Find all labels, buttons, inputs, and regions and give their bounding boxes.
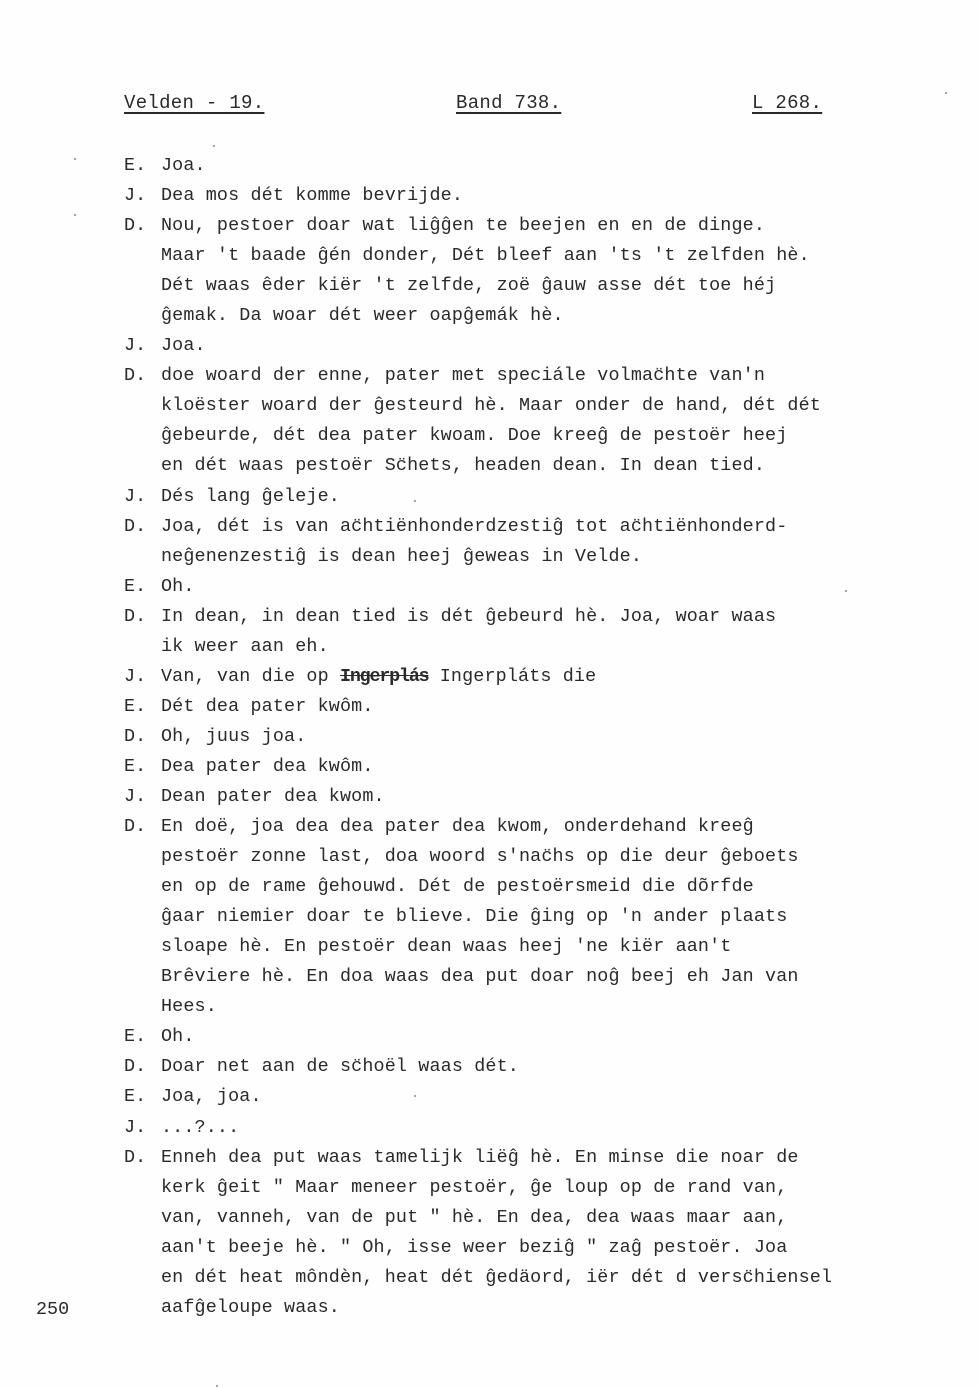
transcript-turn bbox=[124, 181, 924, 211]
transcript bbox=[124, 151, 924, 1323]
utterance-line: Dea mos dét komme bevrijde. bbox=[161, 185, 464, 207]
utterance bbox=[161, 151, 924, 181]
utterance bbox=[161, 662, 924, 692]
utterance-line: pestoër zonne last, doa woord s'nac̈hs op die deur ĝeboets bbox=[161, 846, 799, 868]
speaker-label: E. bbox=[124, 155, 147, 176]
transcript-turn bbox=[124, 1022, 924, 1052]
utterance-line: aan't beeje hè. " Oh, isse weer beziĝ " zaĝ pestoër. Joa bbox=[161, 1236, 788, 1258]
scan-speck bbox=[414, 1095, 416, 1097]
utterance bbox=[161, 512, 924, 572]
scan-speck bbox=[945, 92, 947, 94]
utterance bbox=[161, 752, 924, 782]
transcript-turn bbox=[124, 331, 924, 361]
header-reference: L 268. bbox=[752, 92, 823, 114]
speaker-label: J. bbox=[124, 1116, 147, 1138]
transcript-turn bbox=[124, 752, 924, 782]
utterance-line: van, vanneh, van de put " hè. En dea, dea waas maar aan, bbox=[161, 1206, 788, 1228]
utterance-line: doe woard der enne, pater met speciále volmac̈hte van'n bbox=[161, 365, 766, 387]
utterance-line: Oh, juus joa. bbox=[161, 725, 307, 747]
speaker-label: E. bbox=[124, 695, 147, 717]
transcript-turn bbox=[124, 151, 924, 181]
scan-speck bbox=[414, 500, 416, 502]
utterance-line: kloëster woard der ĝesteurd hè. Maar onder de hand, dét dét bbox=[161, 395, 821, 417]
speaker-label: J. bbox=[124, 485, 147, 507]
utterance-line: Hees. bbox=[161, 996, 217, 1018]
utterance bbox=[161, 181, 924, 211]
utterance bbox=[161, 692, 924, 722]
line-text: Van, van die op bbox=[161, 665, 340, 687]
utterance-line: neĝenenzestiĝ is dean heej ĝeweas in Velde. bbox=[161, 545, 643, 567]
speaker-label: E. bbox=[124, 755, 147, 777]
utterance-line: aafĝeloupe waas. bbox=[161, 1296, 340, 1318]
scan-speck bbox=[216, 1385, 218, 1387]
transcript-turn bbox=[124, 602, 924, 662]
utterance-line: Dea pater dea kwôm. bbox=[161, 755, 374, 777]
utterance-line: Enneh dea put waas tamelijk liëĝ hè. En minse die noar de bbox=[161, 1146, 799, 1168]
speaker-label: D. bbox=[124, 215, 147, 237]
transcript-turn bbox=[124, 361, 924, 481]
header-band: Band 738. bbox=[456, 92, 562, 114]
utterance-line: en dét waas pestoër Sc̈hets, headen dean. In dean tied. bbox=[161, 455, 766, 477]
utterance-line: kerk ĝeit " Maar meneer pestoër, ĝe loup op de rand van, bbox=[161, 1176, 788, 1198]
utterance-line: Dét dea pater kwôm. bbox=[161, 695, 374, 717]
speaker-label: E. bbox=[124, 1086, 147, 1108]
page-header bbox=[124, 92, 834, 122]
speaker-label: D. bbox=[124, 1056, 147, 1078]
speaker-label: E. bbox=[124, 575, 147, 597]
utterance bbox=[161, 211, 924, 331]
utterance-line: Oh. bbox=[161, 1026, 195, 1048]
scan-speck bbox=[213, 145, 215, 147]
page-number: 250 bbox=[36, 1299, 70, 1320]
utterance bbox=[161, 602, 924, 662]
utterance-line: Dean pater dea kwom. bbox=[161, 785, 385, 807]
utterance-line: ĝebeurde, dét dea pater kwoam. Doe kreeĝ de pestoër heej bbox=[161, 425, 788, 447]
utterance-line: Nou, pestoer doar wat liĝĝen te beejen en en de dinge. bbox=[161, 215, 766, 237]
utterance-line: En doë, joa dea dea pater dea kwom, onderdehand kreeĝ bbox=[161, 816, 754, 838]
transcript-turn bbox=[124, 1082, 924, 1112]
transcript-turn bbox=[124, 512, 924, 572]
utterance-line: sloape hè. En pestoër dean waas heej 'ne kiër aan't bbox=[161, 936, 732, 958]
utterance bbox=[161, 722, 924, 752]
utterance-line: en dét heat môndèn, heat dét ĝedäord, iër dét d versc̈hiensel bbox=[161, 1266, 833, 1288]
struck-out-text: Ingerplás bbox=[339, 665, 429, 687]
utterance bbox=[161, 331, 924, 361]
utterance bbox=[161, 361, 924, 481]
utterance bbox=[161, 1082, 924, 1112]
transcript-turn bbox=[124, 1052, 924, 1082]
utterance-line: Oh. bbox=[161, 575, 195, 597]
transcript-turn bbox=[124, 1113, 924, 1143]
utterance bbox=[161, 1022, 924, 1052]
utterance-line: Brêviere hè. En doa waas dea put doar noĝ beej eh Jan van bbox=[161, 966, 799, 988]
utterance-line: ĝemak. Da woar dét weer oapĝemák hè. bbox=[161, 305, 564, 327]
utterance-line: ĝaar niemier doar te blieve. Die ĝing op 'n ander plaats bbox=[161, 906, 788, 928]
utterance-line: Maar 't baade ĝén donder, Dét bleef aan 'ts 't zelfden hè. bbox=[161, 245, 810, 267]
utterance-line: en op de rame ĝehouwd. Dét de pestoërsmeid die dõrfde bbox=[161, 876, 754, 898]
header-location: Velden - 19. bbox=[124, 92, 265, 114]
transcript-turn bbox=[124, 1143, 924, 1323]
speaker-label: J. bbox=[124, 335, 147, 357]
speaker-label: J. bbox=[124, 665, 147, 687]
utterance bbox=[161, 782, 924, 812]
utterance-line: Doar net aan de sc̈hoël waas dét. bbox=[161, 1056, 519, 1078]
speaker-label: D. bbox=[124, 1146, 147, 1168]
scan-speck bbox=[74, 158, 76, 160]
speaker-label: D. bbox=[124, 515, 147, 537]
utterance-line: In dean, in dean tied is dét ĝebeurd hè. Joa, woar waas bbox=[161, 605, 777, 627]
scan-speck bbox=[74, 214, 76, 216]
utterance bbox=[161, 572, 924, 602]
utterance bbox=[161, 1052, 924, 1082]
transcript-turn bbox=[124, 692, 924, 722]
speaker-label: J. bbox=[124, 785, 147, 807]
utterance-line: Joa. bbox=[161, 335, 206, 357]
speaker-label: D. bbox=[124, 816, 147, 838]
utterance-line: Joa. bbox=[161, 155, 206, 176]
speaker-label: J. bbox=[124, 185, 147, 207]
utterance-line: Joa, joa. bbox=[161, 1086, 262, 1108]
utterance-line: Joa, dét is van ac̈htiënhonderdzestiĝ tot ac̈htiënhonderd- bbox=[161, 515, 788, 537]
utterance-line: Dés lang ĝeleje. bbox=[161, 485, 340, 507]
utterance bbox=[161, 482, 924, 512]
utterance-line bbox=[161, 662, 924, 692]
transcript-turn bbox=[124, 782, 924, 812]
transcript-turn bbox=[124, 662, 924, 692]
scan-speck bbox=[845, 590, 847, 592]
line-text: Ingerpláts die bbox=[428, 665, 597, 687]
transcript-turn bbox=[124, 211, 924, 331]
utterance-line: ik weer aan eh. bbox=[161, 635, 329, 657]
speaker-label: E. bbox=[124, 1026, 147, 1048]
transcript-turn bbox=[124, 812, 924, 1022]
transcript-turn bbox=[124, 722, 924, 752]
utterance bbox=[161, 812, 924, 1022]
utterance bbox=[161, 1113, 924, 1143]
utterance-line: ...?... bbox=[161, 1116, 240, 1138]
speaker-label: D. bbox=[124, 365, 147, 387]
transcript-turn bbox=[124, 572, 924, 602]
utterance-line: Dét waas êder kiër 't zelfde, zoë ĝauw asse dét toe héj bbox=[161, 275, 777, 297]
speaker-label: D. bbox=[124, 725, 147, 747]
utterance bbox=[161, 1143, 924, 1323]
transcript-turn bbox=[124, 482, 924, 512]
speaker-label: D. bbox=[124, 605, 147, 627]
